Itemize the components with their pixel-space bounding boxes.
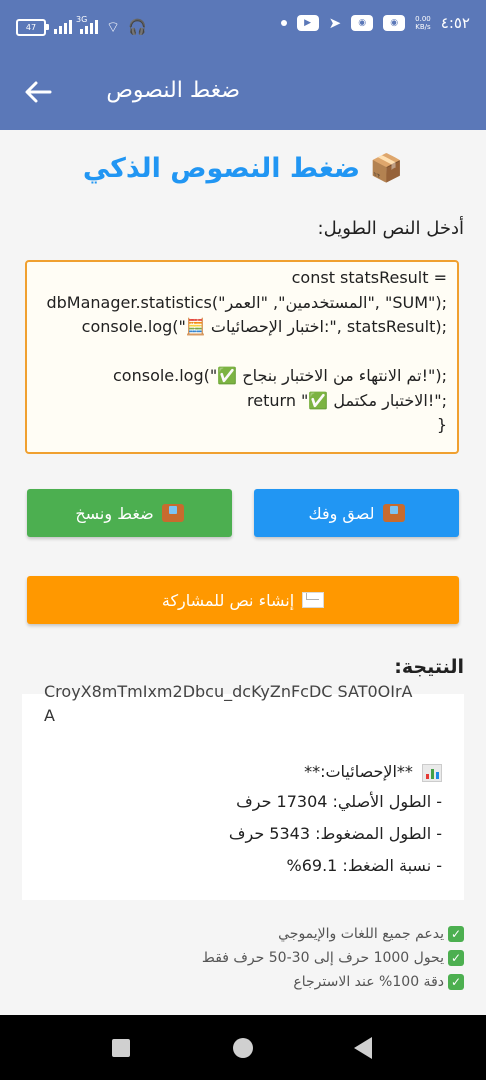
feature-item [202, 970, 464, 994]
signal-3g-icon [76, 15, 98, 34]
app-bar [0, 56, 486, 130]
stats-heading-text: **الإحصائيات:** [304, 762, 413, 781]
feature-item [202, 922, 464, 946]
app-bar-title: ضغط النصوص [106, 78, 240, 103]
result-partial-line: CroyX8mTmIxm2Dbcu_dcKyZnFcDC SAT0OIrA [44, 682, 413, 701]
back-triangle-icon[interactable] [354, 1037, 372, 1059]
stat-original-length: - الطول الأصلي: 17304 حرف [236, 792, 442, 811]
headset-icon: 🎧 [128, 17, 147, 36]
features-list [202, 922, 464, 994]
feature-text: يدعم جميع اللغات والإيموجي [278, 926, 444, 942]
code-line: const statsResult = [291, 268, 447, 287]
result-label: النتيجة: [394, 656, 464, 678]
bar-chart-icon [422, 764, 442, 782]
code-line: } [436, 415, 447, 434]
back-arrow-icon[interactable] [22, 76, 54, 108]
feature-text: دقة 100% عند الاسترجاع [293, 974, 444, 990]
youtube-icon: ▶ [297, 15, 319, 31]
paste-decompress-button[interactable] [254, 489, 459, 537]
text-input[interactable] [25, 260, 459, 454]
telegram-icon: ➤ [328, 14, 342, 32]
discord-icon: ◉ [351, 15, 373, 31]
input-label: أدخل النص الطويل: [317, 218, 464, 239]
clock: ٤:٥٢ [440, 14, 470, 32]
stats-heading [304, 762, 442, 782]
stat-compression-ratio: - نسبة الضغط: 69.1% [286, 856, 442, 875]
game-controller-icon: ◉ [383, 15, 405, 31]
status-left [16, 16, 147, 38]
stat-compressed-length: - الطول المضغوط: 5343 حرف [228, 824, 442, 843]
status-bar [0, 0, 486, 56]
outbox-tray-icon [162, 504, 184, 522]
system-nav-bar [0, 1015, 486, 1080]
status-right [281, 14, 470, 32]
share-button-label: إنشاء نص للمشاركة [161, 590, 295, 610]
speed-unit: KB/s [415, 23, 431, 31]
check-mark-icon: ✓ [448, 974, 464, 990]
result-tail-line: A [44, 706, 55, 725]
feature-text: يحول 1000 حرف إلى 30-50 حرف فقط [201, 950, 444, 966]
code-line: console.log("✅ تم الانتهاء من الاختبار بنجاح!"); [113, 366, 447, 385]
signal-icon [54, 20, 72, 34]
code-line: console.log("🧮 اختبار الإحصائيات:", statsResult); [81, 317, 447, 336]
recents-square-icon[interactable] [112, 1039, 130, 1057]
compress-button-label: ضغط ونسخ [75, 503, 154, 523]
inbox-tray-icon [383, 504, 405, 522]
code-line: return "✅ الاختبار مكتمل!"; [247, 390, 447, 410]
home-circle-icon[interactable] [233, 1038, 253, 1058]
page-title: 📦 ضغط النصوص الذكي [82, 153, 404, 184]
compress-copy-button[interactable] [27, 489, 232, 537]
battery-icon [16, 19, 46, 36]
code-line [37, 340, 447, 365]
network-speed [415, 15, 431, 31]
network-type: 3G [76, 15, 88, 24]
wifi-icon: ⌔ [106, 17, 121, 36]
code-line: dbManager.statistics("المستخدمين", "العمر", "SUM"); [46, 292, 447, 312]
paste-button-label: لصق وفك [308, 503, 375, 523]
notification-dot-icon [281, 20, 287, 26]
battery-level: 47 [25, 22, 37, 32]
envelope-icon [302, 592, 324, 608]
check-mark-icon: ✓ [448, 926, 464, 942]
feature-item [202, 946, 464, 970]
result-output[interactable] [22, 682, 464, 900]
create-share-text-button[interactable] [27, 576, 459, 624]
check-mark-icon: ✓ [448, 950, 464, 966]
speed-value: 0.00 [415, 15, 431, 23]
